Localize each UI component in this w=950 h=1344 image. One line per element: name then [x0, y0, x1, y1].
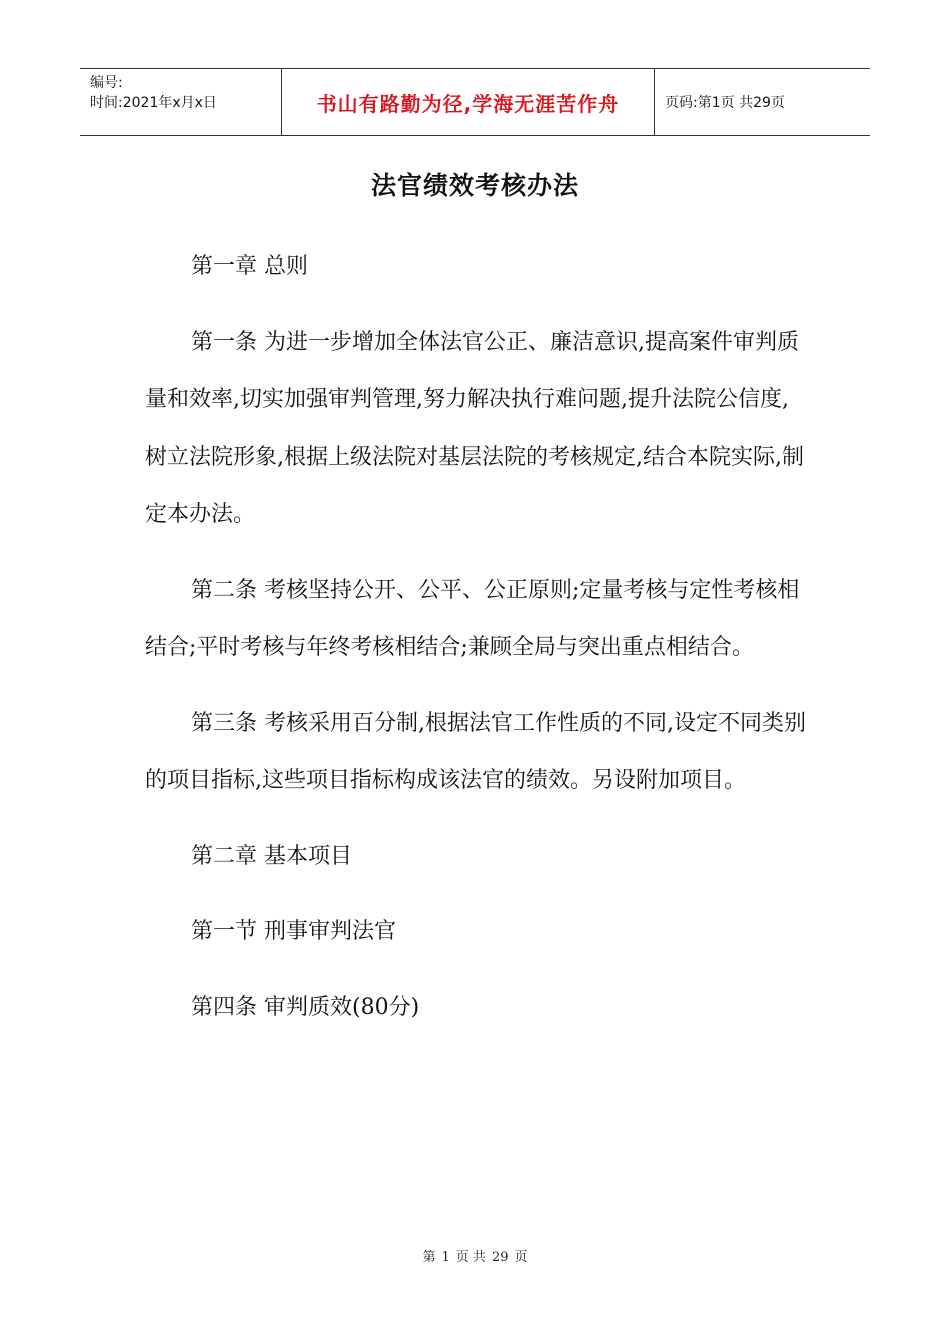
header-meta-cell [80, 69, 282, 135]
header-page-info: 页码:第1页 共29页 [665, 95, 785, 111]
footer-suffix: 页 [514, 1250, 528, 1265]
footer-page-total: 29 [491, 1250, 509, 1265]
document-body [145, 238, 810, 1054]
number-label: 编号: [90, 75, 123, 91]
article-heading: 第四条 审判质效(80分) [191, 994, 420, 1020]
article-paragraph: 第三条 考核采用百分制,根据法官工作性质的不同,设定不同类别的项目指标,这些项目指标构成该法官的绩效。另设附加项目。 [145, 710, 806, 793]
document-title: 法官绩效考核办法 [370, 171, 579, 200]
header-motto: 书山有路勤为径,学海无涯苦作舟 [282, 69, 655, 135]
footer-page-number: 1 [441, 1250, 450, 1265]
article-paragraph: 第一条 为进一步增加全体法官公正、廉洁意识,提高案件审判质量和效率,切实加强审判管理,努力解决执行难问题,提升法院公信度,树立法院形象,根据上级法院对基层法院的考核规定,结合本院实际,制定本办法。 [145, 329, 804, 527]
footer-mid: 页 共 [455, 1250, 486, 1265]
article-paragraph: 第二条 考核坚持公开、公平、公正原则;定量考核与定性考核相结合;平时考核与年终考核相结合;兼顾全局与突出重点相结合。 [145, 577, 800, 660]
chapter-heading: 第一章 总则 [191, 254, 308, 279]
header-table [80, 68, 870, 136]
page-footer [0, 1246, 950, 1265]
footer-prefix: 第 [422, 1250, 436, 1265]
time-label: 时间:2021年x月x日 [90, 95, 217, 111]
section-heading: 第一节 刑事审判法官 [191, 919, 396, 944]
chapter-heading: 第二章 基本项目 [191, 843, 352, 869]
